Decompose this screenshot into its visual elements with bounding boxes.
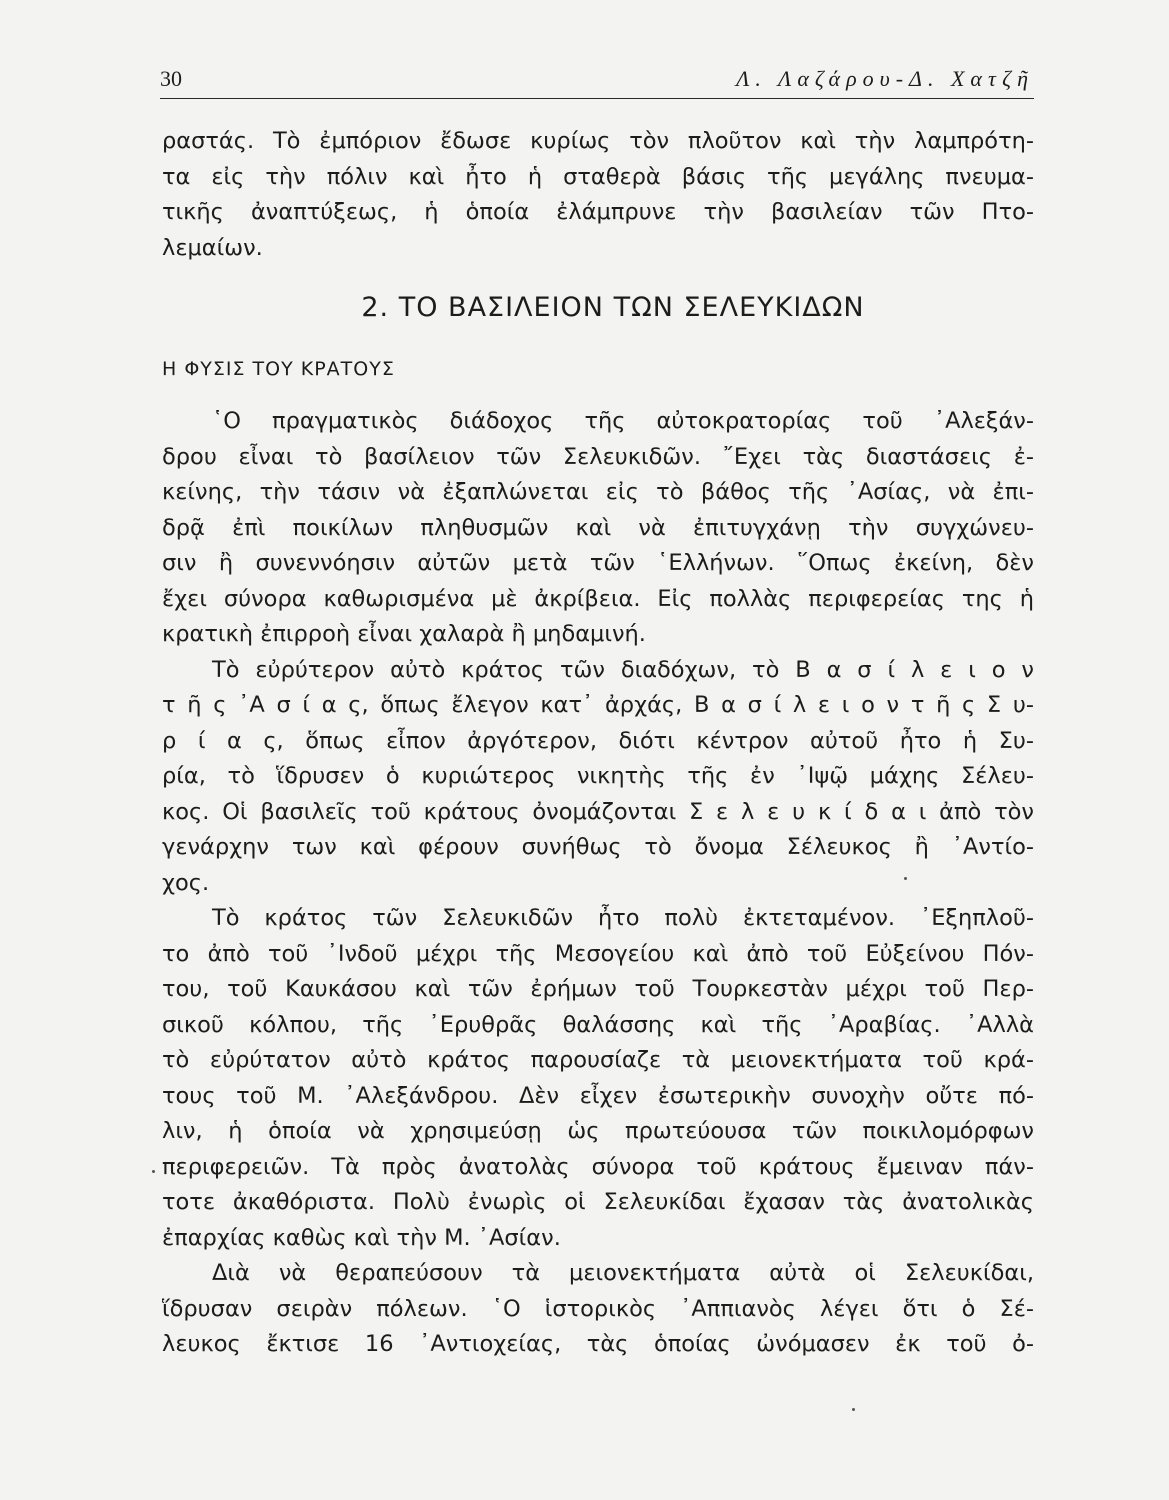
running-head: Λ. Λαζάρου-Δ. Χατζῆ — [736, 66, 1034, 91]
text-line: ἵδρυσαν σειρὰν πόλεων. ῾Ο ἱστορικὸς ᾿Αππιανὸς λέγει ὅτι ὁ Σέ- — [162, 1295, 1034, 1322]
paragraph-4 — [162, 901, 1034, 1256]
text-line: του, τοῦ Καυκάσου καὶ τῶν ἐρήμων τοῦ Τουρκεστὰν μέχρι τοῦ Περ- — [162, 976, 1034, 1002]
text-line: ῾Ο πραγματικὸς διάδοχος τῆς αὐτοκρατορίας τοῦ ᾿Αλεξάν- — [212, 408, 1034, 434]
text-line: σικοῦ κόλπου, τῆς ᾿Ερυθρᾶς θαλάσσης καὶ τῆς ᾿Αραβίας. ᾿Αλλὰ — [162, 1011, 1034, 1038]
text-line: ἔχει σύνορα καθωρισμένα μὲ ἀκρίβεια. Εἰς πολλὰς περιφερείας της ἡ — [162, 585, 1034, 612]
text-line: τα εἰς τὴν πόλιν καὶ ἦτο ἡ σταθερὰ βάσις τῆς μεγάλης πνευμα- — [162, 163, 1034, 190]
text-line: Τὸ κράτος τῶν Σελευκιδῶν ἦτο πολὺ ἐκτεταμένον. ᾿Εξηπλοῦ- — [212, 905, 1034, 931]
text-line: λεμαίων. — [162, 234, 263, 261]
text-line: δρᾷ ἐπὶ ποικίλων πληθυσμῶν καὶ νὰ ἐπιτυγχάνῃ τὴν συγχώνευ- — [162, 514, 1034, 541]
text-line: τοτε ἀκαθόριστα. Πολὺ ἐνωρὶς οἱ Σελευκίδαι ἔχασαν τὰς ἀνατολικὰς — [162, 1189, 1034, 1215]
paragraph-3 — [162, 653, 1034, 902]
text-line: λευκος ἔκτισε 16 ᾿Αντιοχείας, τὰς ὁποίας ὠνόμασεν ἐκ τοῦ ὀ- — [162, 1331, 1034, 1357]
page-number: 30 — [160, 66, 182, 91]
text-line: τὸ εὐρύτατον αὐτὸ κράτος παρουσίαζε τὰ μειονεκτήματα τοῦ κρά- — [162, 1047, 1034, 1073]
text-line: τ ῆ ς ᾿Α σ ί α ς, ὅπως ἔλεγον κατ᾿ ἀρχάς, Β α σ ί λ ε ι ο ν τ ῆ ς Σ υ- — [162, 692, 1034, 718]
text-line: τους τοῦ Μ. ᾿Αλεξάνδρου. Δὲν εἶχεν ἐσωτερικὴν συνοχὴν οὔτε πό- — [162, 1082, 1034, 1109]
text-line: Τὸ εὐρύτερον αὐτὸ κράτος τῶν διαδόχων, τὸ Β α σ ί λ ε ι ο ν — [212, 656, 1034, 683]
paragraph-2 — [162, 404, 1034, 653]
body-text — [162, 124, 1034, 1363]
text-line: κος. Οἱ βασιλεῖς τοῦ κράτους ὀνομάζονται Σ ε λ ε υ κ ί δ α ι ἀπὸ τὸν — [162, 798, 1034, 825]
text-line: ρία, τὸ ἵδρυσεν ὁ κυριώτερος νικητὴς τῆς ἐν ᾿Ιψῷ μάχης Σέλευ- — [162, 763, 1034, 789]
paragraph-1 — [162, 124, 1034, 266]
text-line: σιν ἢ συνεννόησιν αὐτῶν μετὰ τῶν ῾Ελλήνων. ῞Οπως ἐκείνη, δὲν — [162, 550, 1034, 576]
scan-speck — [852, 1408, 855, 1411]
section-title: Η ΦΥΣΙΣ ΤΟΥ ΚΡΑΤΟΥΣ — [162, 358, 395, 380]
scan-speck — [904, 877, 907, 880]
text-line: το ἀπὸ τοῦ ᾿Ινδοῦ μέχρι τῆς Μεσογείου καὶ ἀπὸ τοῦ Εὐξείνου Πόν- — [162, 940, 1034, 967]
text-line: κείνης, τὴν τάσιν νὰ ἐξαπλώνεται εἰς τὸ βάθος τῆς ᾿Ασίας, νὰ ἐπι- — [162, 479, 1034, 505]
text-line: περιφερειῶν. Τὰ πρὸς ἀνατολὰς σύνορα τοῦ κράτους ἔμειναν πάν- — [162, 1153, 1034, 1180]
scan-speck — [152, 1170, 155, 1173]
paragraph-5 — [162, 1256, 1034, 1363]
text-line: κρατικὴ ἐπιρροὴ εἶναι χαλαρὰ ἢ μηδαμινή. — [162, 621, 646, 647]
text-line: γενάρχην των καὶ φέρουν συνήθως τὸ ὄνομα Σέλευκος ἢ ᾿Αντίο- — [162, 834, 1034, 860]
text-line: ραστάς. Τὸ ἐμπόριον ἔδωσε κυρίως τὸν πλοῦτον καὶ τὴν λαμπρότη- — [162, 128, 1034, 154]
text-line: τικῆς ἀναπτύξεως, ἡ ὁποία ἐλάμπρυνε τὴν βασιλείαν τῶν Πτο- — [162, 199, 1034, 225]
text-line: χος. — [162, 869, 210, 896]
text-line: Διὰ νὰ θεραπεύσουν τὰ μειονεκτήματα αὐτὰ οἱ Σελευκίδαι, — [212, 1260, 1034, 1286]
text-line: δρου εἶναι τὸ βασίλειον τῶν Σελευκιδῶν. ῎Εχει τὰς διαστάσεις ἐ- — [162, 443, 1034, 470]
text-line: ρ ί α ς, ὅπως εἶπον ἀργότερον, διότι κέντρον αὐτοῦ ἦτο ἡ Συ- — [162, 727, 1034, 754]
page-header — [160, 62, 1034, 99]
chapter-title: 2. ΤΟ ΒΑΣΙΛΕΙΟΝ ΤΩΝ ΣΕΛΕΥΚΙΔΩΝ — [361, 292, 865, 323]
text-line: λιν, ἡ ὁποία νὰ χρησιμεύσῃ ὡς πρωτεύουσα τῶν ποικιλομόρφων — [162, 1118, 1034, 1144]
text-line: ἐπαρχίας καθὼς καὶ τὴν Μ. ᾿Ασίαν. — [162, 1224, 561, 1251]
